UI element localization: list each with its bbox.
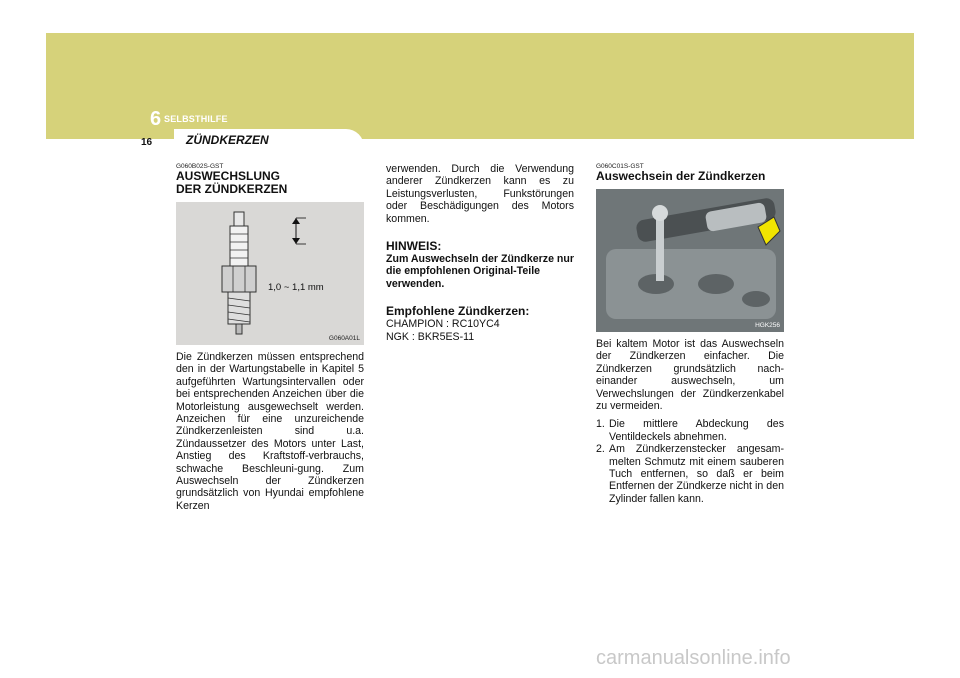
figure-code: HGK256 [755, 322, 780, 329]
body-text: Die Zündkerzen müssen entsprechend den in der Wartungstabelle in Kapitel 5 aufgeführten Wartungsintervallen oder bei entsprechenden Anzeichen über die Motorleistung ausgewechselt werden. Anzeichen für eine unzureichende Zündkerzenleisten sind u.a. Zündaussetzer des Motors unter Last, Anstieg des Kraftstoff-verbrauchs, schwache Beschleuni-gung. Zum Auswechseln der Zündkerzen grundsätzlich von Hyundai empfohlene Kerzen [176, 351, 364, 512]
section-heading-line1: AUSWECHSLUNG [176, 169, 280, 183]
gap-measurement-label: 1,0 ~ 1,1 mm [268, 282, 324, 293]
note-title: HINWEIS: [386, 239, 442, 254]
section-title: ZÜNDKERZEN [186, 133, 269, 147]
chapter-number: 6 [150, 108, 162, 130]
section-code: G060B02S-GST [176, 163, 224, 170]
recommended-plug-2: NGK : BKR5ES-11 [386, 330, 475, 343]
ratchet-engine-illustration [596, 189, 784, 332]
body-text: Bei kaltem Motor ist das Auswechseln der Zündkerzen einfacher. Die Zündkerzen grundsätzlich nach-einander auswechseln, um Verwechslungen der Zündkerzenkabel zu vermeiden. [596, 338, 784, 413]
spark-plug-illustration [176, 202, 364, 345]
list-item [596, 443, 784, 505]
column-left [176, 163, 364, 512]
column-middle [386, 163, 574, 343]
column-right [596, 163, 784, 505]
step-text: Die mittlere Abdeckung des Ventildeckels abnehmen. [609, 418, 784, 443]
page-number: 16 [141, 137, 153, 148]
engine-photo [596, 189, 784, 332]
recommended-plug-1: CHAMPION : RC10YC4 [386, 318, 500, 331]
recommended-plugs-title: Empfohlene Zündkerzen: [386, 304, 530, 319]
step-number: 2. [596, 443, 605, 456]
spark-plug-figure [176, 202, 364, 345]
figure-code: G060A01L [328, 335, 360, 342]
section-code: G060C01S-GST [596, 163, 644, 170]
note-text: Zum Auswechseln der Zündkerze nur die empfohlenen Original-Teile verwenden. [386, 253, 574, 290]
section-heading: Auswechsein der Zündkerzen [596, 169, 766, 183]
body-text: verwenden. Durch die Verwendung anderer Zündkerzen kann es zu Leistungsverlusten, Funkstörungen oder Beschädigungen des Motors kommen. [386, 163, 574, 225]
list-item [596, 418, 784, 443]
section-heading-line2: DER ZÜNDKERZEN [176, 182, 288, 196]
step-number: 1. [596, 418, 605, 431]
steps-list [596, 418, 784, 505]
chapter-title: SELBSTHILFE [164, 114, 228, 124]
watermark: carmanualsonline.info [596, 647, 791, 669]
step-text: Am Zündkerzenstecker angesam-melten Schmutz mit einem sauberen Tuch entfernen, so daß er beim Entfernen der Zündkerze nicht in den Zylinder fallen kann. [609, 443, 784, 505]
